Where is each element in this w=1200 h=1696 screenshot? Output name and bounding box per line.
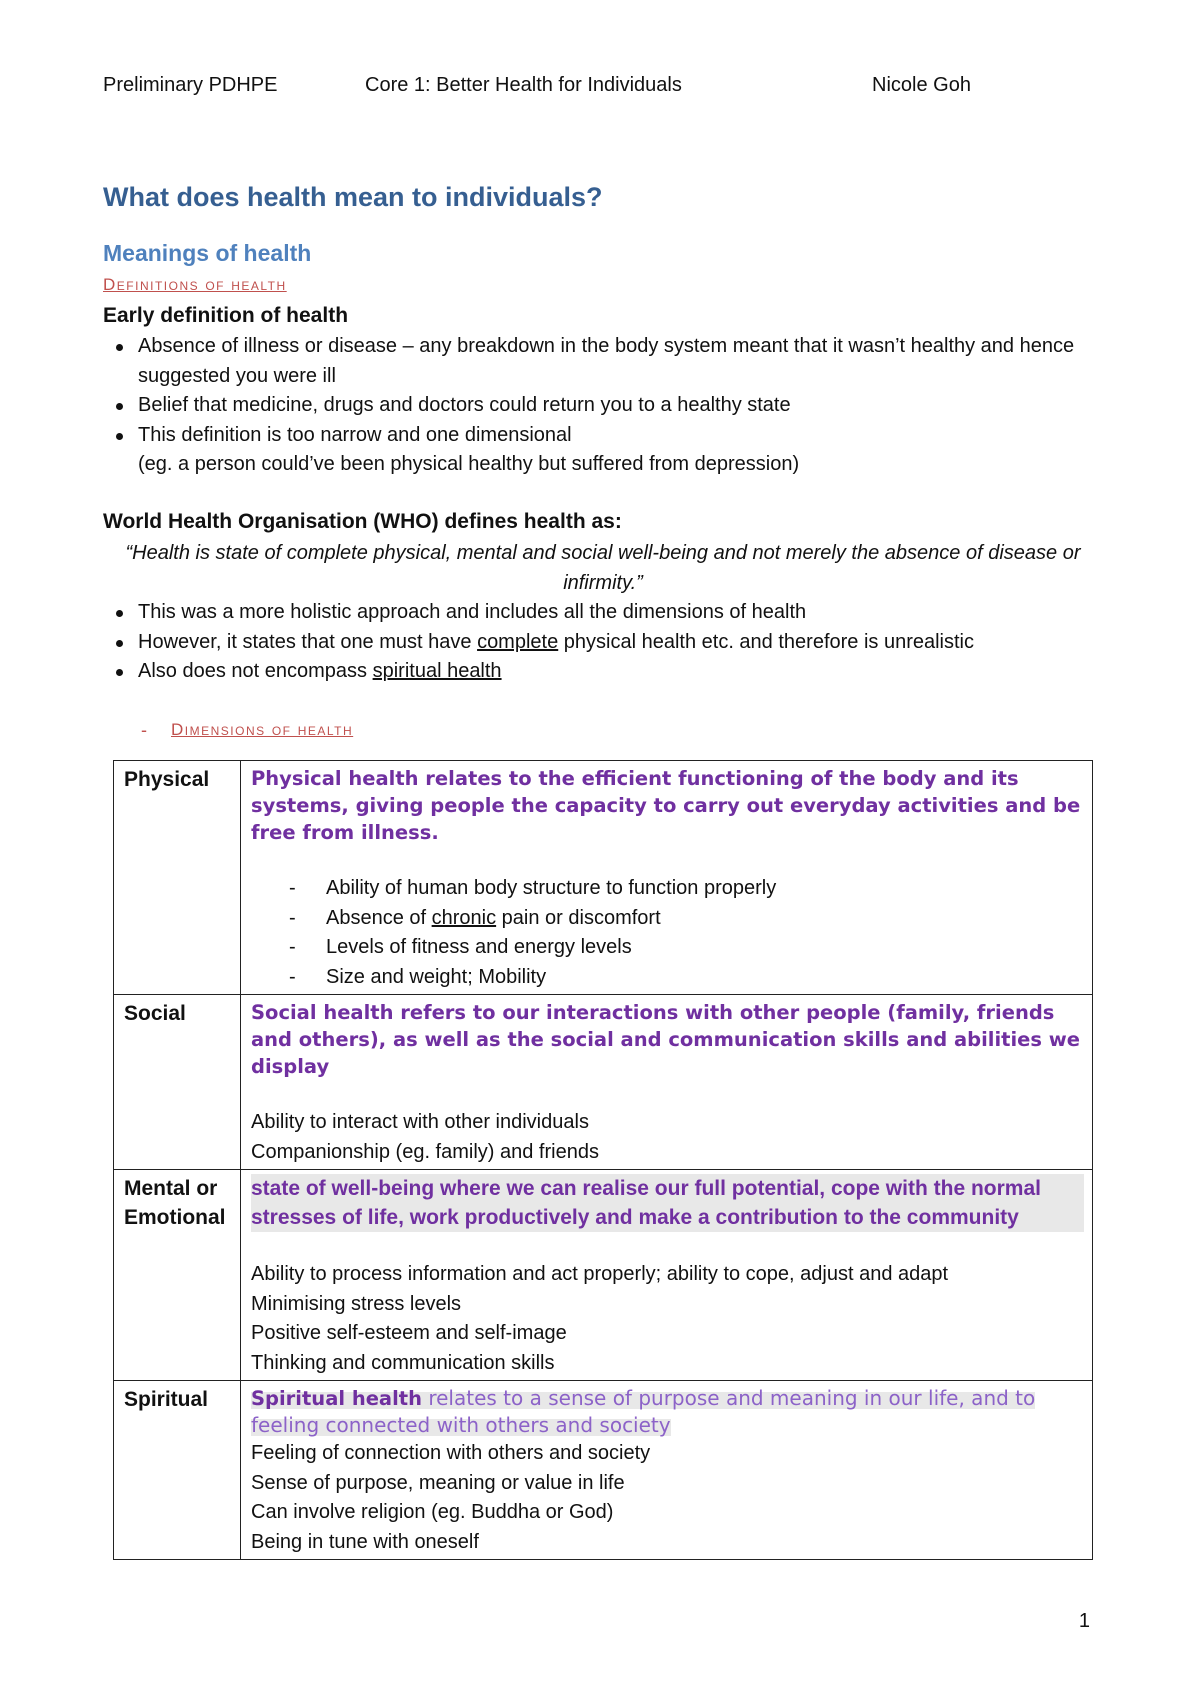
list-item: Thinking and communication skills	[251, 1351, 555, 1374]
header-author: Nicole Goh	[872, 74, 971, 96]
row-label: Social	[114, 995, 241, 1170]
row-content	[241, 1170, 1093, 1381]
dimensions-dash: -	[141, 720, 147, 740]
list-item	[103, 657, 1103, 687]
row-content	[241, 761, 1093, 995]
row-content	[241, 1381, 1093, 1560]
underlined-text: spiritual health	[372, 660, 502, 682]
list-item: - Ability of human body structure to function properly	[289, 874, 1084, 904]
list-item	[103, 628, 1103, 658]
list-item-example: (eg. a person could’ve been physical healthy but suffered from depression)	[138, 453, 800, 475]
list-item: Ability to process information and act properly; ability to cope, adjust and adapt	[251, 1263, 949, 1285]
table-row-physical	[114, 761, 1093, 995]
row-label: Spiritual	[114, 1381, 241, 1560]
list-item: - Size and weight; Mobility	[289, 963, 1084, 993]
list-item	[289, 904, 1084, 934]
list-item: - Levels of fitness and energy levels	[289, 933, 1084, 963]
definition-text: relates to a sense of purpose and meaning in our life, and to feeling connected with others and society	[251, 1386, 1036, 1437]
list-item: Minimising stress levels	[251, 1292, 462, 1315]
row-label: Mental or Emotional	[114, 1170, 241, 1381]
section-subtitle: Meanings of health	[103, 240, 312, 266]
early-definition-heading: Early definition of health	[103, 304, 349, 327]
dimensions-table	[113, 760, 1093, 1560]
text: physical health etc. and therefore is unrealistic	[558, 630, 974, 653]
early-definition-list	[103, 332, 1103, 480]
list-item: Positive self-esteem and self-image	[251, 1322, 567, 1344]
text: Absence of	[326, 906, 432, 929]
definitions-heading: Definitions of health	[103, 275, 287, 294]
list-item: Companionship (eg. family) and friends	[251, 1140, 599, 1163]
who-critique-list	[103, 598, 1103, 687]
underlined-text: complete	[477, 630, 559, 653]
table-row-social	[114, 995, 1093, 1170]
physical-definition: Physical health relates to the efficient functioning of the body and its systems, giving people the capacity to carry out everyday activities and be free from illness.	[251, 767, 1081, 844]
definition-term: Spiritual health	[251, 1387, 422, 1410]
page-title: What does health mean to individuals?	[103, 182, 603, 212]
who-quote: “Health is state of complete physical, mental and social well-being and not merely the absence of disease or infirmity.”	[125, 542, 1081, 594]
physical-items	[251, 874, 1084, 992]
header-topic: Core 1: Better Health for Individuals	[365, 74, 682, 96]
mental-definition: state of well-being where we can realise our full potential, cope with the normal stresses of life, work productively and make a contribution to the community	[251, 1174, 1084, 1232]
spacer	[251, 1232, 1084, 1260]
list-item: This was a more holistic approach and includes all the dimensions of health	[103, 598, 1103, 628]
header-course: Preliminary PDHPE	[103, 74, 278, 96]
list-item: This definition is too narrow and one dimensional	[103, 421, 1103, 451]
spiritual-definition	[251, 1386, 1036, 1437]
list-item: Can involve religion (eg. Buddha or God)	[251, 1501, 614, 1523]
list-item: Being in tune with oneself	[251, 1530, 479, 1553]
row-label: Physical	[114, 761, 241, 995]
text: Also does not encompass	[138, 660, 373, 682]
text: pain or discomfort	[496, 906, 661, 929]
social-definition: Social health refers to our interactions with other people (family, friends and others), as well as the social and communication skills and abilities we display	[251, 1001, 1081, 1078]
text: However, it states that one must have	[138, 630, 478, 653]
list-item: Sense of purpose, meaning or value in life	[251, 1471, 625, 1494]
list-item: Ability to interact with other individuals	[251, 1111, 589, 1133]
who-definition-heading: World Health Organisation (WHO) defines health as:	[103, 510, 622, 533]
list-item: Absence of illness or disease – any breakdown in the body system meant that it wasn’t healthy and hence suggested you were ill	[103, 332, 1103, 391]
list-item: Belief that medicine, drugs and doctors could return you to a healthy state	[103, 391, 1103, 421]
table-row-spiritual	[114, 1381, 1093, 1560]
spacer	[251, 846, 1084, 874]
row-content	[241, 995, 1093, 1170]
table-row-mental	[114, 1170, 1093, 1381]
spacer	[251, 1080, 1084, 1108]
list-item: Feeling of connection with others and society	[251, 1442, 651, 1464]
dimensions-heading: Dimensions of health	[171, 720, 354, 739]
page-number: 1	[1078, 1610, 1090, 1632]
underlined-text: chronic	[431, 906, 497, 929]
page-header	[103, 74, 1100, 104]
